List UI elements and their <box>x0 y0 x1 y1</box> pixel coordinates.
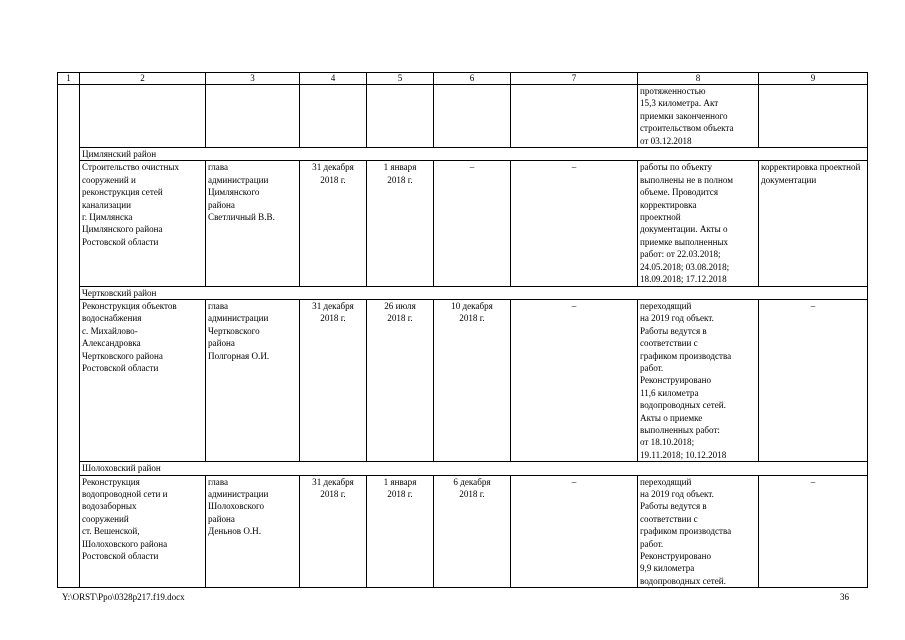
start-date-cell: 26 июля 2018 г. <box>367 299 434 461</box>
section-row <box>58 148 868 161</box>
section-title: Чертковский район <box>80 286 868 299</box>
report-table <box>57 72 868 588</box>
col-number-8: 8 <box>638 73 759 85</box>
end-date-cell: – <box>434 161 511 286</box>
col7-cell: – <box>511 161 638 286</box>
responsible-cell: глава администрации Чертковского района Полгорная О.И. <box>206 299 300 461</box>
section-title: Шолоховский район <box>80 462 868 475</box>
col-number-3: 3 <box>206 73 300 85</box>
col7-cell: – <box>511 475 638 588</box>
table-row <box>58 299 868 461</box>
object-cell: Строительство очистных сооружений и реконструкция сетей канализации г. Цимлянска Цимлянского района Ростовской области <box>80 161 206 286</box>
page-number: 36 <box>840 592 849 602</box>
planned-date-cell: 31 декабря 2018 г. <box>300 475 367 588</box>
col-number-7: 7 <box>511 73 638 85</box>
notes-cell: – <box>759 475 868 588</box>
status-cell: работы по объекту выполнены не в полном объеме. Проводится корректировка проектной документации. Акты о приемке выполненных работ: от 22.03.2018; 24.05.2018; 03.08.2018; 18.09.2018; 17.12.2018 <box>638 161 759 286</box>
col-number-9: 9 <box>759 73 868 85</box>
object-cell: Реконструкция объектов водоснабжения с. Михайлово- Александровка Чертковского района Ростовской области <box>80 299 206 461</box>
col-number-1: 1 <box>58 73 80 85</box>
col-number-5: 5 <box>367 73 434 85</box>
col-number-4: 4 <box>300 73 367 85</box>
table-row <box>58 161 868 286</box>
status-cell: протяженностью 15,3 километра. Акт приемки законченного строительством объекта от 03.12.2018 <box>638 85 759 148</box>
object-cell: Реконструкция водопроводной сети и водозаборных сооружений ст. Вешенской, Шолоховского района Ростовской области <box>80 475 206 588</box>
end-date-cell: 10 декабря 2018 г. <box>434 299 511 461</box>
status-cell: переходящий на 2019 год объект. Работы ведутся в соответствии с графиком производства работ. Реконструировано 11,6 километра водопроводных сетей. Акты о приемке выполненных работ: от 18.10.2018; 19.11.2018; 10.12.2018 <box>638 299 759 461</box>
end-date-cell: 6 декабря 2018 г. <box>434 475 511 588</box>
table-row <box>58 475 868 588</box>
notes-cell: корректировка проектной документации <box>759 161 868 286</box>
start-date-cell: 1 января 2018 г. <box>367 475 434 588</box>
planned-date-cell: 31 декабря 2018 г. <box>300 299 367 461</box>
col-number-6: 6 <box>434 73 511 85</box>
planned-date-cell: 31 декабря 2018 г. <box>300 161 367 286</box>
responsible-cell: глава администрации Цимлянского района Светличный В.В. <box>206 161 300 286</box>
section-title: Цимлянский район <box>80 148 868 161</box>
column-number-row <box>58 73 868 85</box>
section-row <box>58 286 868 299</box>
table-row <box>58 85 868 148</box>
col7-cell: – <box>511 299 638 461</box>
col-number-2: 2 <box>80 73 206 85</box>
footer-file-path: Y:\ORST\Ppo\0328p217.f19.docx <box>62 592 185 602</box>
start-date-cell: 1 января 2018 г. <box>367 161 434 286</box>
responsible-cell: глава администрации Шолоховского района Деньнов О.Н. <box>206 475 300 588</box>
index-cell <box>58 85 80 588</box>
status-cell: переходящий на 2019 год объект. Работы ведутся в соответствии с графиком производства работ. Реконструировано 9,9 километра водопроводных сетей. <box>638 475 759 588</box>
section-row <box>58 462 868 475</box>
notes-cell: – <box>759 299 868 461</box>
